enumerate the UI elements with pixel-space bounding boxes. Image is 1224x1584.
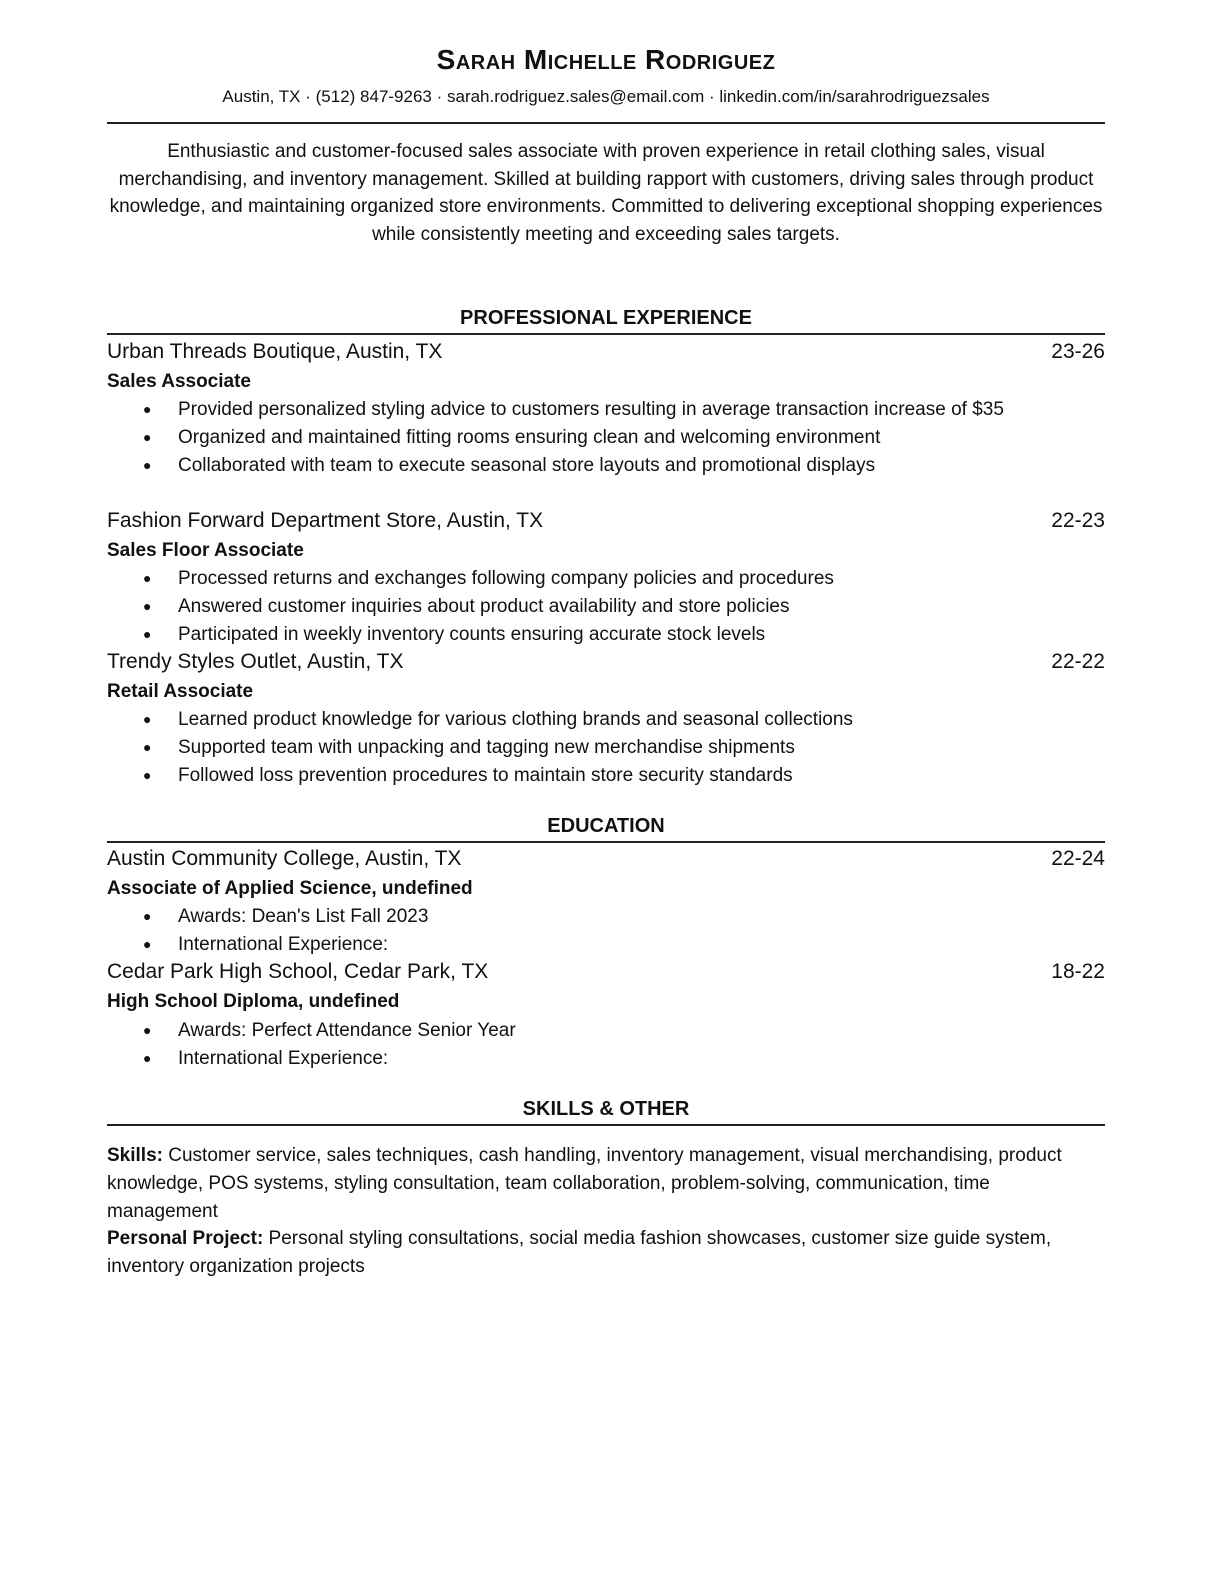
list-item: ● International Experience: xyxy=(107,931,1105,959)
list-item: ● Learned product knowledge for various clothing brands and seasonal collections xyxy=(107,706,1105,734)
experience-entry-header xyxy=(107,340,1105,368)
contact-line: Austin, TX · (512) 847-9263 · sarah.rodriguez.sales@email.com · linkedin.com/in/sarahrodriguezsales xyxy=(222,87,990,106)
bullet-icon: ● xyxy=(143,738,152,755)
school-name: Austin Community College, Austin, TX xyxy=(107,847,462,870)
list-item: ● Followed loss prevention procedures to maintain store security standards xyxy=(107,762,1105,790)
personal-project-text: Personal styling consultations, social media fashion showcases, customer size guide system, inventory organization projects xyxy=(107,1228,1052,1277)
experience-divider xyxy=(107,333,1105,335)
list-item: ● Organized and maintained fitting rooms ensuring clean and welcoming environment xyxy=(107,424,1097,452)
section-title-skills: SKILLS & OTHER xyxy=(522,1098,690,1120)
personal-project-label: Personal Project: xyxy=(107,1228,264,1249)
section-title-education: EDUCATION xyxy=(547,815,665,837)
degree: Associate of Applied Science, undefined xyxy=(107,878,473,899)
list-item: ● Processed returns and exchanges following company policies and procedures xyxy=(107,565,1105,593)
education-bullets xyxy=(107,1017,1105,1073)
bullet-icon: ● xyxy=(143,908,152,924)
header-divider xyxy=(107,122,1105,124)
bullet-icon: ● xyxy=(143,625,152,642)
education-dates: 22-24 xyxy=(1051,847,1105,870)
list-item: ● International Experience: xyxy=(107,1045,1105,1073)
skills-paragraph xyxy=(107,1142,1067,1225)
education-bullets xyxy=(107,903,1105,959)
section-title-experience: PROFESSIONAL EXPERIENCE xyxy=(460,307,752,329)
employment-dates: 23-26 xyxy=(1051,340,1105,363)
bullet-icon: ● xyxy=(143,711,152,727)
experience-entry-header xyxy=(107,509,1105,537)
bullet-icon: ● xyxy=(143,401,152,417)
personal-project-paragraph xyxy=(107,1225,1067,1281)
bullet-icon: ● xyxy=(143,597,152,614)
summary-paragraph: Enthusiastic and customer-focused sales associate with proven experience in retail clothing sales, visual merchandising, and inventory management. Skilled at building rapport with customers, driving sales through product knowledge, and maintaining organized store environments. Committed to delivering exceptional shopping experiences while consistently meeting and exceeding sales targets. xyxy=(109,141,1103,246)
employment-dates: 22-23 xyxy=(1051,509,1105,532)
job-bullets xyxy=(107,565,1105,648)
list-item: ● Awards: Perfect Attendance Senior Year xyxy=(107,1017,1105,1045)
job-bullets xyxy=(107,396,1097,479)
education-entry-header xyxy=(107,847,1105,875)
bullet-icon: ● xyxy=(143,1049,152,1066)
candidate-name: Sarah Michelle Rodriguez xyxy=(436,44,776,75)
employer-name: Trendy Styles Outlet, Austin, TX xyxy=(107,650,404,673)
list-item: ● Participated in weekly inventory counts ensuring accurate stock levels xyxy=(107,621,1105,649)
job-title: Sales Associate xyxy=(107,371,251,392)
education-entry-header xyxy=(107,960,1105,988)
skills-divider xyxy=(107,1124,1105,1126)
bullet-icon: ● xyxy=(143,1022,152,1038)
employment-dates: 22-22 xyxy=(1051,650,1105,673)
job-bullets xyxy=(107,706,1105,789)
bullet-icon: ● xyxy=(143,428,152,445)
skills-label: Skills: xyxy=(107,1145,163,1166)
degree: High School Diploma, undefined xyxy=(107,991,400,1012)
experience-entry-header xyxy=(107,650,1105,678)
skills-text: Customer service, sales techniques, cash handling, inventory management, visual merchandising, product knowledge, POS systems, styling consultation, team collaboration, problem-solving, communication, time management xyxy=(107,1145,1062,1222)
education-dates: 18-22 xyxy=(1051,960,1105,983)
list-item: ● Collaborated with team to execute seasonal store layouts and promotional displays xyxy=(107,452,1097,480)
bullet-icon: ● xyxy=(143,570,152,586)
list-item: ● Answered customer inquiries about product availability and store policies xyxy=(107,593,1105,621)
job-title: Sales Floor Associate xyxy=(107,540,304,561)
list-item: ● Provided personalized styling advice to customers resulting in average transaction increase of $35 xyxy=(107,396,1097,424)
school-name: Cedar Park High School, Cedar Park, TX xyxy=(107,960,489,983)
list-item: ● Awards: Dean's List Fall 2023 xyxy=(107,903,1105,931)
employer-name: Fashion Forward Department Store, Austin, TX xyxy=(107,509,544,532)
education-divider xyxy=(107,841,1105,843)
employer-name: Urban Threads Boutique, Austin, TX xyxy=(107,340,443,363)
bullet-icon: ● xyxy=(143,456,152,473)
bullet-icon: ● xyxy=(143,766,152,783)
job-title: Retail Associate xyxy=(107,681,254,702)
list-item: ● Supported team with unpacking and tagging new merchandise shipments xyxy=(107,734,1105,762)
bullet-icon: ● xyxy=(143,935,152,952)
